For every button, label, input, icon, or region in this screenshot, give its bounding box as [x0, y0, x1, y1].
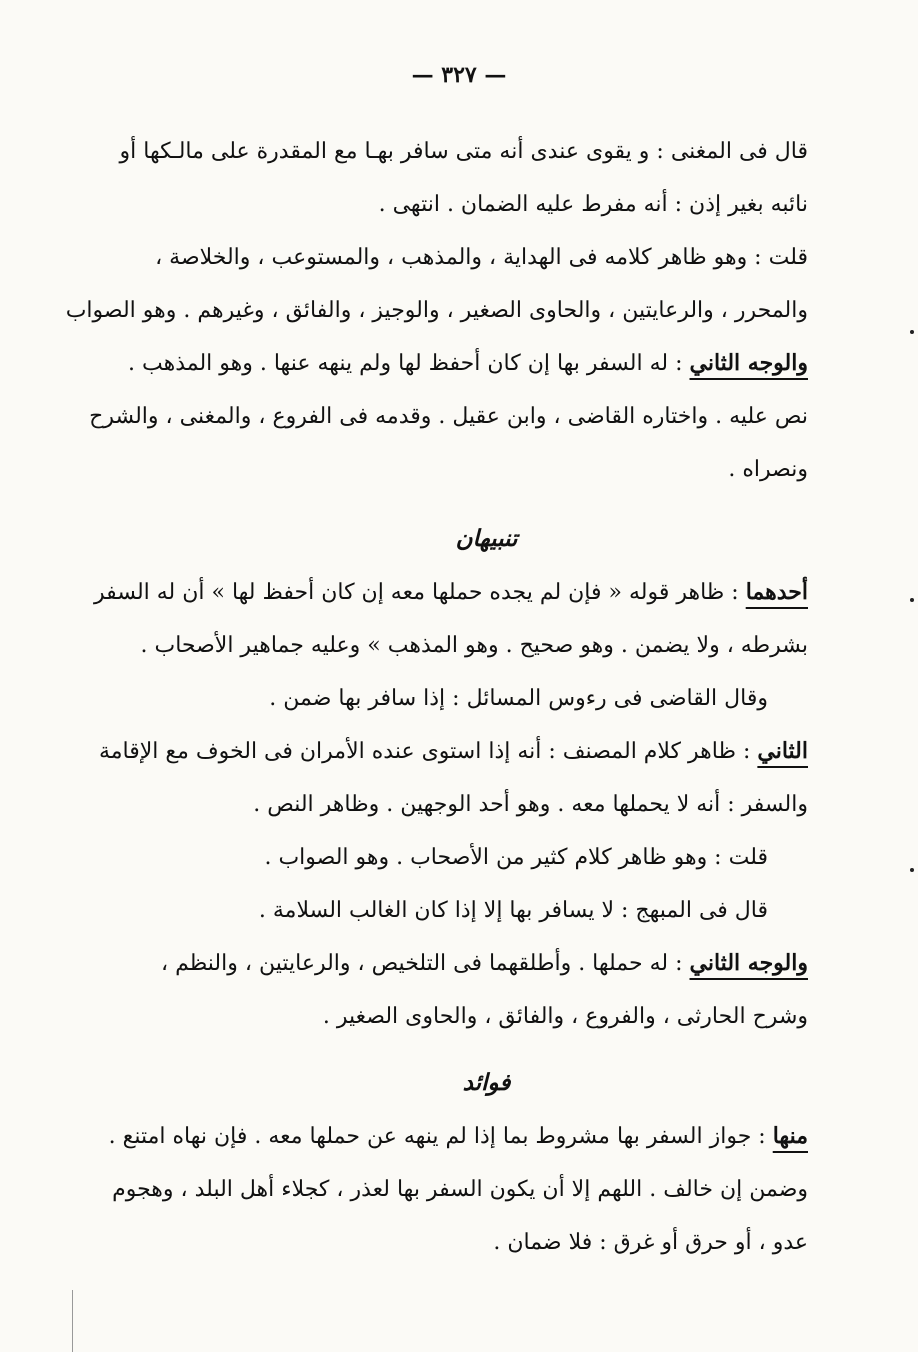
text-line: قلت : وهو ظاهر كلام كثير من الأصحاب . وهو الصواب .: [264, 845, 768, 870]
scan-edge-mark: [910, 598, 914, 602]
text-line: قلت : وهو ظاهر كلامه فى الهداية ، والمذهب ، والمستوعب ، والخلاصة ،: [155, 245, 808, 270]
section-heading: تنبيهان: [455, 525, 518, 552]
section-heading: فوائد: [462, 1069, 511, 1096]
text-line: منها : جواز السفر بها مشروط بما إذا لم ينهه عن حملها معه . فإن نهاه امتنع .: [108, 1123, 808, 1149]
text-section-2: [94, 566, 808, 1043]
text-line: قال فى المبهج : لا يسافر بها إلا إذا كان الغالب السلامة .: [258, 898, 768, 923]
paragraph-lead: أحدهما: [745, 579, 808, 605]
text-line: نص عليه . واختاره القاضى ، وابن عقيل . وقدمه فى الفروع ، والمغنى ، والشرح: [89, 404, 808, 429]
paragraph-lead: والوجه الثاني: [689, 350, 808, 376]
scan-margin-line: [72, 1290, 73, 1352]
text-line: أحدهما : ظاهر قوله « فإن لم يجده حملها معه إن كان أحفظ لها » أن له السفر: [94, 579, 808, 605]
paragraph-lead: والوجه الثاني: [689, 950, 808, 976]
text-line: والوجه الثاني : له السفر بها إن كان أحفظ لها ولم ينهه عنها . وهو المذهب .: [128, 350, 808, 376]
text-line: والوجه الثاني : له حملها . وأطلقهما فى التلخيص ، والرعايتين ، والنظم ،: [161, 950, 808, 976]
text-line: وضمن إن خالف . اللهم إلا أن يكون السفر بها لعذر ، كجلاء أهل البلد ، وهجوم: [112, 1177, 808, 1202]
text-line: بشرطه ، ولا يضمن . وهو صحيح . وهو المذهب » وعليه جماهير الأصحاب .: [140, 633, 808, 658]
heading-block-2: [165, 1056, 808, 1109]
text-line: والمحرر ، والرعايتين ، والحاوى الصغير ، والوجيز ، والفائق ، وغيرهم . وهو الصواب: [65, 298, 808, 323]
page-number: — ٣٢٧ —: [411, 62, 507, 88]
text-section-3: [108, 1110, 808, 1269]
scan-edge-mark: [910, 868, 914, 872]
text-line: عدو ، أو حرق أو غرق : فلا ضمان .: [493, 1230, 808, 1255]
text-line: وشرح الحارثى ، والفروع ، والفائق ، والحاوى الصغير .: [322, 1004, 808, 1029]
text-section-1: [65, 125, 808, 496]
text-line: والسفر : أنه لا يحملها معه . وهو أحد الوجهين . وظاهر النص .: [253, 792, 808, 817]
text-line: قال فى المغنى : و يقوى عندى أنه متى سافر بهـا مع المقدرة على مالـكها أو: [119, 139, 808, 164]
paragraph-lead: الثاني: [757, 738, 808, 764]
text-line: نائبه بغير إذن : أنه مفرط عليه الضمان . انتهى .: [378, 192, 808, 217]
scan-edge-mark: [910, 330, 914, 334]
heading-block-1: [165, 512, 808, 565]
text-line: الثاني : ظاهر كلام المصنف : أنه إذا استوى عنده الأمران فى الخوف مع الإقامة: [98, 738, 808, 764]
text-line: وقال القاضى فى رءوس المسائل : إذا سافر بها ضمن .: [269, 686, 768, 711]
paragraph-lead: منها: [772, 1123, 808, 1149]
text-line: ونصراه .: [728, 457, 808, 482]
